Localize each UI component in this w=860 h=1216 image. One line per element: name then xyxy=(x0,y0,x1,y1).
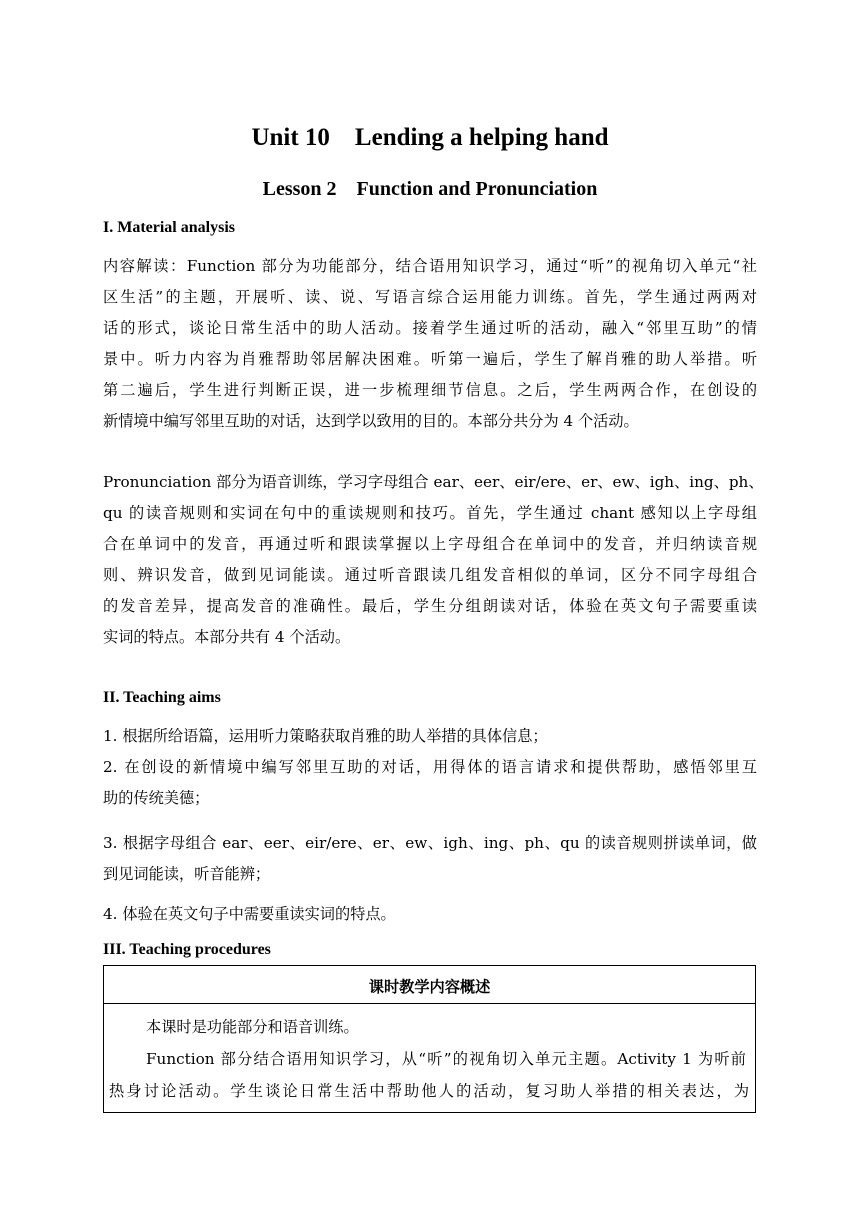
table-text-line: 本课时是功能部分和语音训练。 xyxy=(146,1018,359,1036)
paragraph-line: 的发音差异，提高发音的准确性。最后，学生分组朗读对话，体验在英文句子需要重读 xyxy=(103,597,757,615)
paragraph-line: 合在单词中的发音，再通过听和跟读掌握以上字母组合在单词中的发音，并归纳读音规 xyxy=(103,535,757,553)
paragraph-line: Pronunciation 部分为语音训练，学习字母组合 ear、eer、eir/ere、er、ew、igh、ing、ph、 xyxy=(103,473,764,491)
table-text-line: 热身讨论活动。学生谈论日常生活中帮助他人的活动，复习助人举措的相关表达，为 xyxy=(109,1082,749,1100)
table-header-cell: 课时教学内容概述 xyxy=(368,978,491,996)
aim-item-continuation: 到见词能读，听音能辨； xyxy=(103,865,271,883)
lesson-subtitle: Lesson 2 Function and Pronunciation xyxy=(262,178,598,200)
section-heading-teaching-procedures: III. Teaching procedures xyxy=(103,941,271,958)
document-title: Unit 10 Lending a helping hand xyxy=(251,124,609,151)
paragraph-line: 则、辨识发音，做到见词能读。通过听音跟读几组发音相似的单词，区分不同字母组合 xyxy=(103,566,757,584)
paragraph-line: 第二遍后，学生进行判断正误，进一步梳理细节信息。之后，学生两两合作，在创设的 xyxy=(103,381,757,399)
section-heading-material-analysis: I. Material analysis xyxy=(103,219,235,236)
procedures-table xyxy=(103,965,756,1113)
paragraph-line: 新情境中编写邻里互助的对话，达到学以致用的目的。本部分共分为 4 个活动。 xyxy=(103,412,639,430)
aim-item: 1. 根据所给语篇，运用听力策略获取肖雅的助人举措的具体信息； xyxy=(103,727,548,745)
aim-item: 3. 根据字母组合 ear、eer、eir/ere、er、ew、igh、ing、ph、qu 的读音规则拼读单词，做 xyxy=(103,834,757,852)
paragraph-line: 话的形式，谈论日常生活中的助人活动。接着学生通过听的活动，融入“邻里互助”的情 xyxy=(103,319,757,337)
paragraph-line: 景中。听力内容为肖雅帮助邻居解决困难。听第一遍后，学生了解肖雅的助人举措。听 xyxy=(103,350,757,368)
paragraph-line: qu 的读音规则和实词在句中的重读规则和技巧。首先，学生通过 chant 感知以上字母组 xyxy=(103,504,757,522)
section-heading-teaching-aims: II. Teaching aims xyxy=(103,689,221,706)
paragraph-line: 实词的特点。本部分共有 4 个活动。 xyxy=(103,628,351,646)
paragraph-line: 区生活”的主题，开展听、读、说、写语言综合运用能力训练。首先，学生通过两两对 xyxy=(103,288,757,306)
aim-item-continuation: 助的传统美德； xyxy=(103,789,210,807)
table-text-line: Function 部分结合语用知识学习，从“听”的视角切入单元主题。Activity 1 为听前 xyxy=(146,1050,746,1068)
aim-item: 4. 体验在英文句子中需要重读实词的特点。 xyxy=(103,905,396,923)
aim-item: 2. 在创设的新情境中编写邻里互助的对话，用得体的语言请求和提供帮助，感悟邻里互 xyxy=(103,758,757,776)
paragraph-line: 内容解读：Function 部分为功能部分，结合语用知识学习，通过“听”的视角切入单元“社 xyxy=(103,257,757,275)
table-header-row xyxy=(104,966,755,1004)
